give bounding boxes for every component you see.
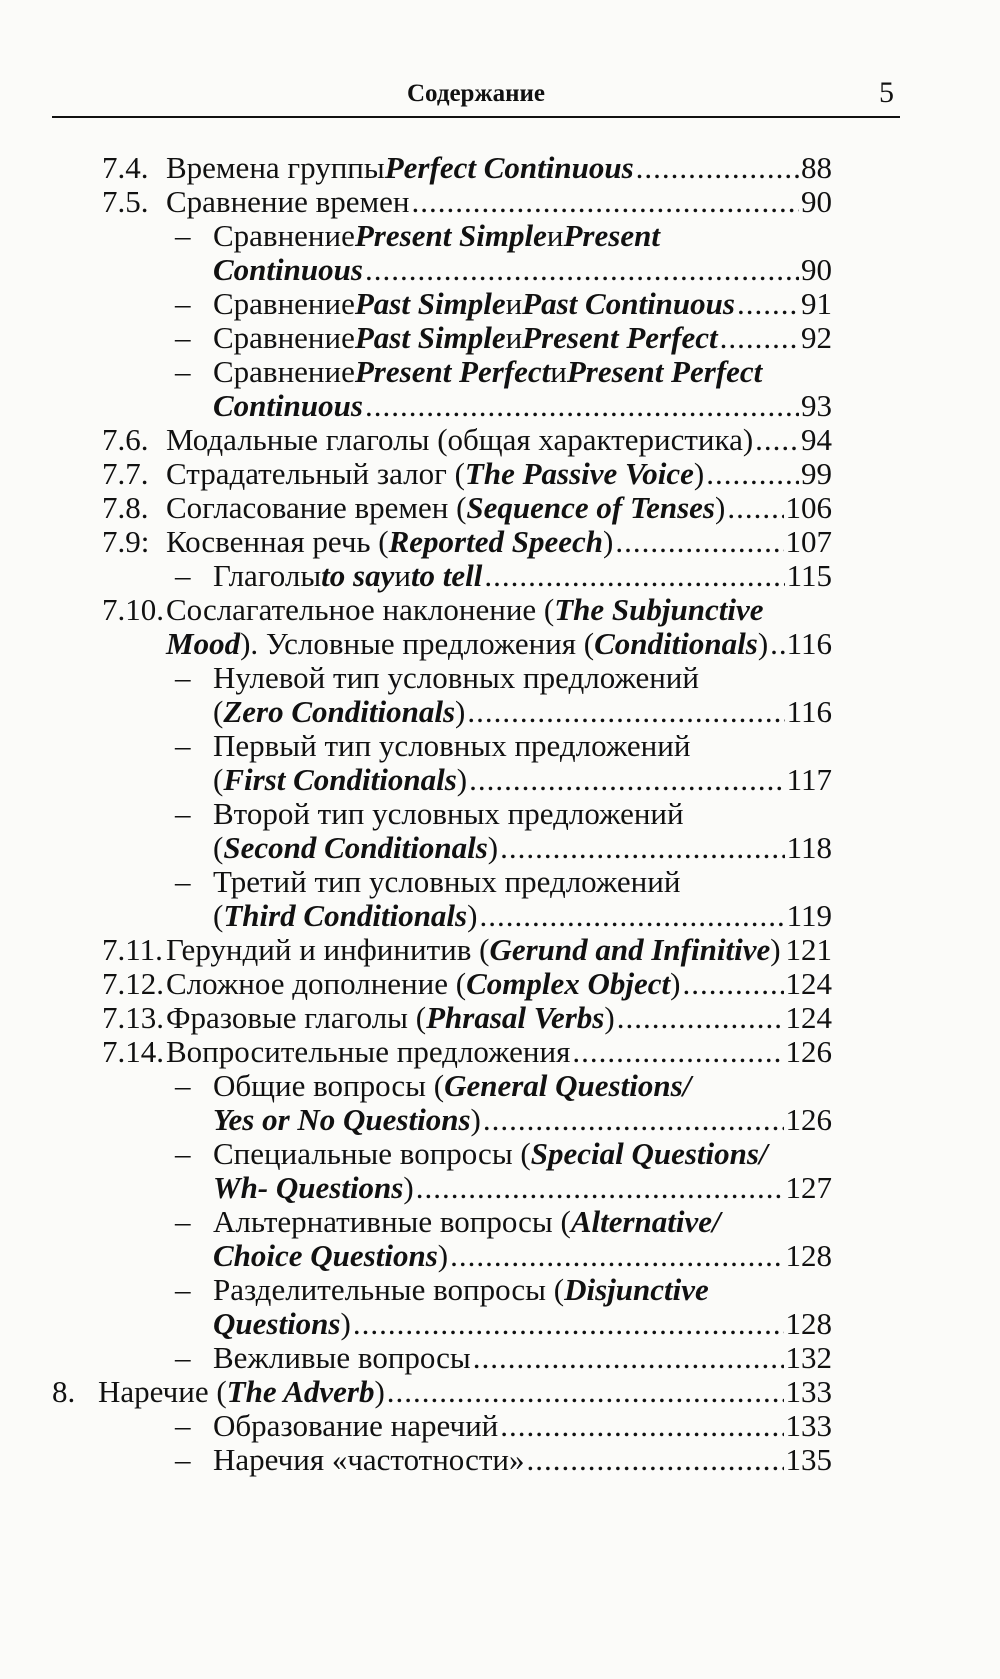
dash: – <box>175 796 191 831</box>
dash: – <box>175 1340 191 1375</box>
entry-number: 7.11. <box>102 932 163 967</box>
dash: – <box>175 1204 191 1239</box>
toc-entry[interactable]: – Сравнение Present Simple и Present Continuous ..... 90 <box>175 218 832 290</box>
toc-entry[interactable]: – Второй тип условных предложений ( Second Conditionals ) ..... 118 <box>175 796 832 868</box>
toc-entry[interactable]: 7.4. Времена группы Perfect Continuous ..... 88 <box>102 150 832 186</box>
page-header <box>52 76 900 118</box>
entry-number: 7.14. <box>102 1034 164 1069</box>
entry-page: 117 <box>786 762 832 797</box>
toc-entry[interactable]: – Разделительные вопросы ( Disjunctive Questions ) ..... 128 <box>175 1272 832 1344</box>
dash: – <box>175 1272 191 1307</box>
dash: – <box>175 1068 191 1103</box>
toc-entry[interactable]: 7.12. Сложное дополнение ( Complex Object ) ..... 124 <box>102 966 832 1002</box>
toc-entry[interactable]: 7.9: Косвенная речь ( Reported Speech ) ..... 107 <box>102 524 832 560</box>
entry-page: 90 <box>801 252 832 287</box>
dash: – <box>175 320 191 355</box>
toc-entry[interactable]: 7.8. Согласование времен ( Sequence of Tenses ) ..... 106 <box>102 490 832 526</box>
entry-page: 91 <box>801 286 832 321</box>
toc-entry[interactable]: – Общие вопросы ( General Questions/ Yes or No Questions ) ..... 126 <box>175 1068 832 1140</box>
toc-entry[interactable]: – Глаголы to say и to tell ..... 115 <box>175 558 832 594</box>
entry-number: 7.7. <box>102 456 149 491</box>
entry-number: 7.9: <box>102 524 150 559</box>
dash: – <box>175 558 191 593</box>
entry-page: 106 <box>785 490 832 525</box>
entry-number: 7.6. <box>102 422 149 457</box>
entry-page: 133 <box>785 1374 832 1409</box>
entry-page: 124 <box>785 1000 832 1035</box>
toc-entry[interactable]: – Сравнение Past Simple и Present Perfect ..... 92 <box>175 320 832 356</box>
toc-entry[interactable]: – Альтернативные вопросы ( Alternative/ Choice Questions ) ..... 128 <box>175 1204 832 1276</box>
entry-number: 7.5. <box>102 184 149 219</box>
toc-entry[interactable]: – Третий тип условных предложений ( Third Conditionals ) ..... 119 <box>175 864 832 936</box>
dash: – <box>175 1136 191 1171</box>
dash: – <box>175 218 191 253</box>
entry-page: 128 <box>785 1306 832 1341</box>
toc-entry[interactable]: – Сравнение Present Perfect и Present Perfect Continuous ..... 93 <box>175 354 832 426</box>
entry-page: 92 <box>801 320 832 355</box>
entry-number: 7.4. <box>102 150 149 185</box>
entry-page: 94 <box>801 422 832 457</box>
toc-entry[interactable]: – Первый тип условных предложений ( First Conditionals ) ..... 117 <box>175 728 832 800</box>
entry-page: 126 <box>785 1102 832 1137</box>
dash: – <box>175 1408 191 1443</box>
toc-entry[interactable]: – Образование наречий ..... 133 <box>175 1408 832 1444</box>
entry-number: 7.13. <box>102 1000 164 1035</box>
entry-page: 124 <box>785 966 832 1001</box>
toc-entry[interactable]: 7.6. Модальные глаголы (общая характеристика) ..... 94 <box>102 422 832 458</box>
entry-page: 116 <box>786 626 832 661</box>
dash: – <box>175 286 191 321</box>
entry-page: 93 <box>801 388 832 423</box>
toc-entry[interactable]: 7.10. Сослагательное наклонение ( The Subjunctive Mood ). Условные предложения ( Conditionals ) ..... 116 <box>102 592 832 664</box>
entry-page: 118 <box>786 830 832 865</box>
toc-entry[interactable]: – Специальные вопросы ( Special Questions/ Wh- Questions ) ..... 127 <box>175 1136 832 1208</box>
toc-entry[interactable]: – Вежливые вопросы ..... 132 <box>175 1340 832 1376</box>
toc-entry[interactable]: 7.5. Сравнение времен ..... 90 <box>102 184 832 220</box>
entry-page: 132 <box>785 1340 832 1375</box>
toc-entry[interactable]: 7.13. Фразовые глаголы ( Phrasal Verbs ) ..... 124 <box>102 1000 832 1036</box>
toc-entry[interactable]: 7.14. Вопросительные предложения ..... 126 <box>102 1034 832 1070</box>
dash: – <box>175 728 191 763</box>
running-title: Содержание <box>406 80 545 107</box>
entry-page: 107 <box>785 524 832 559</box>
entry-page: 99 <box>801 456 832 491</box>
dash: – <box>175 354 191 389</box>
toc-entry[interactable]: – Нулевой тип условных предложений ( Zero Conditionals ) ..... 116 <box>175 660 832 732</box>
entry-page: 126 <box>785 1034 832 1069</box>
dash: – <box>175 864 191 899</box>
toc-entry[interactable]: 7.11. Герундий и инфинитив ( Gerund and Infinitive ) ..... 121 <box>102 932 832 968</box>
entry-number: 8. <box>52 1374 76 1409</box>
entry-page: 128 <box>785 1238 832 1273</box>
page-number: 5 <box>879 76 894 109</box>
entry-page: 115 <box>786 558 832 593</box>
entry-page: 88 <box>801 150 832 185</box>
dash: – <box>175 1442 191 1477</box>
entry-page: 116 <box>786 694 832 729</box>
toc-entry[interactable]: 7.7. Страдательный залог ( The Passive Voice ) ..... 99 <box>102 456 832 492</box>
entry-page: 135 <box>785 1442 832 1477</box>
entry-number: 7.10. <box>102 592 164 627</box>
dash: – <box>175 660 191 695</box>
entry-page: 127 <box>785 1170 832 1205</box>
entry-number: 7.12. <box>102 966 164 1001</box>
toc-entry[interactable]: – Сравнение Past Simple и Past Continuous ..... 91 <box>175 286 832 322</box>
entry-number: 7.8. <box>102 490 149 525</box>
entry-page: 90 <box>801 184 832 219</box>
entry-page: 133 <box>785 1408 832 1443</box>
toc-entry[interactable]: – Наречия «частотности» ..... 135 <box>175 1442 832 1478</box>
toc-entry[interactable]: 8. Наречие ( The Adverb ) ..... 133 <box>52 1374 832 1410</box>
entry-page: 119 <box>786 898 832 933</box>
entry-page: 121 <box>785 932 832 967</box>
